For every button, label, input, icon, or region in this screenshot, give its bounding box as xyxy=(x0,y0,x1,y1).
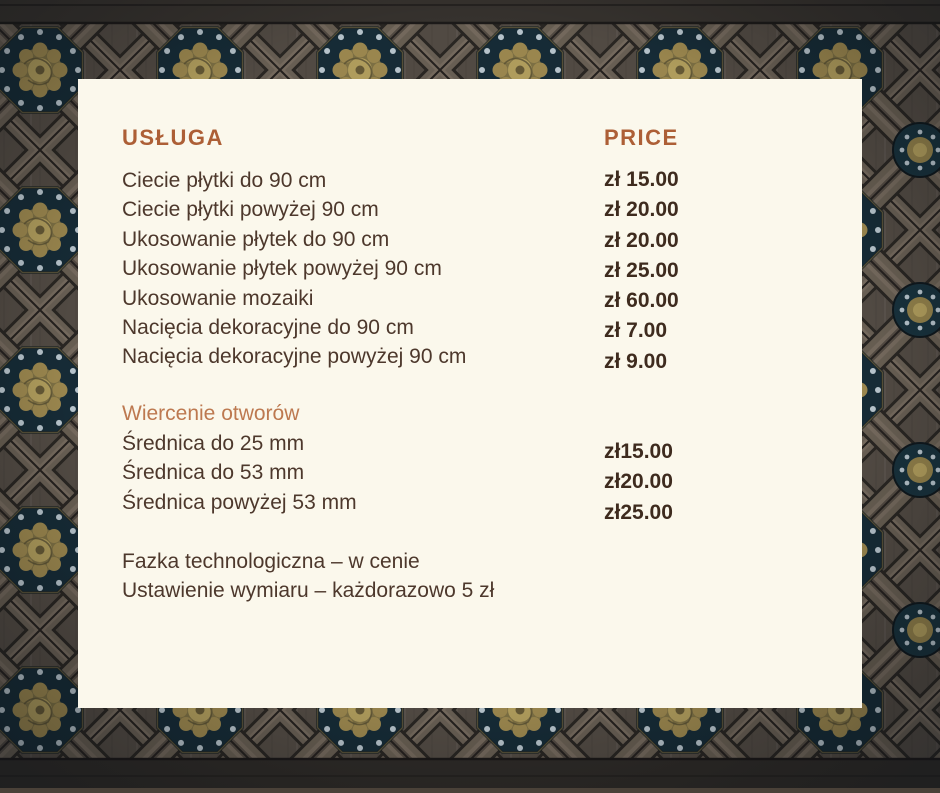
service-label: Ukosowanie płytek powyżej 90 cm xyxy=(122,257,442,281)
service-label: Ukosowanie płytek do 90 cm xyxy=(122,227,390,251)
drilling-item-price: zł25.00 xyxy=(604,500,673,524)
service-label: Ciecie płytki do 90 cm xyxy=(122,169,327,192)
drilling-item-price: zł15.00 xyxy=(604,440,673,463)
service-label: Nacięcia dekoracyjne powyżej 90 cm xyxy=(122,345,467,369)
drilling-item-label: Średnica powyżej 53 mm xyxy=(122,491,357,515)
service-price: zł 60.00 xyxy=(604,289,679,313)
service-label: Ciecie płytki powyżej 90 cm xyxy=(122,198,379,222)
drilling-price-list xyxy=(604,437,673,528)
drilling-item-price: zł20.00 xyxy=(604,470,673,494)
service-price: zł 20.00 xyxy=(604,198,679,222)
drilling-section xyxy=(122,399,357,518)
footnote-line: Ustawienie wymiaru – każdorazowo 5 zł xyxy=(122,579,495,602)
drilling-section-heading: Wiercenie otworów xyxy=(122,402,300,425)
service-price-list xyxy=(604,165,679,377)
price-column-header: PRICE xyxy=(604,125,679,150)
footnote-line: Fazka technologiczna – w cenie xyxy=(122,550,420,573)
service-price: zł 9.00 xyxy=(604,349,668,373)
service-list xyxy=(122,166,466,372)
service-price: zł 20.00 xyxy=(604,228,679,252)
service-column-header: USŁUGA xyxy=(122,125,224,150)
price-list-card xyxy=(78,79,862,708)
service-label: Ukosowanie mozaiki xyxy=(122,286,314,310)
service-price: zł 25.00 xyxy=(604,258,679,282)
service-label: Nacięcia dekoracyjne do 90 cm xyxy=(122,316,414,340)
service-price: zł 7.00 xyxy=(604,319,668,343)
footnotes xyxy=(122,547,494,605)
service-price: zł 15.00 xyxy=(604,168,679,191)
drilling-item-label: Średnica do 25 mm xyxy=(122,431,305,455)
drilling-item-label: Średnica do 53 mm xyxy=(122,461,305,485)
